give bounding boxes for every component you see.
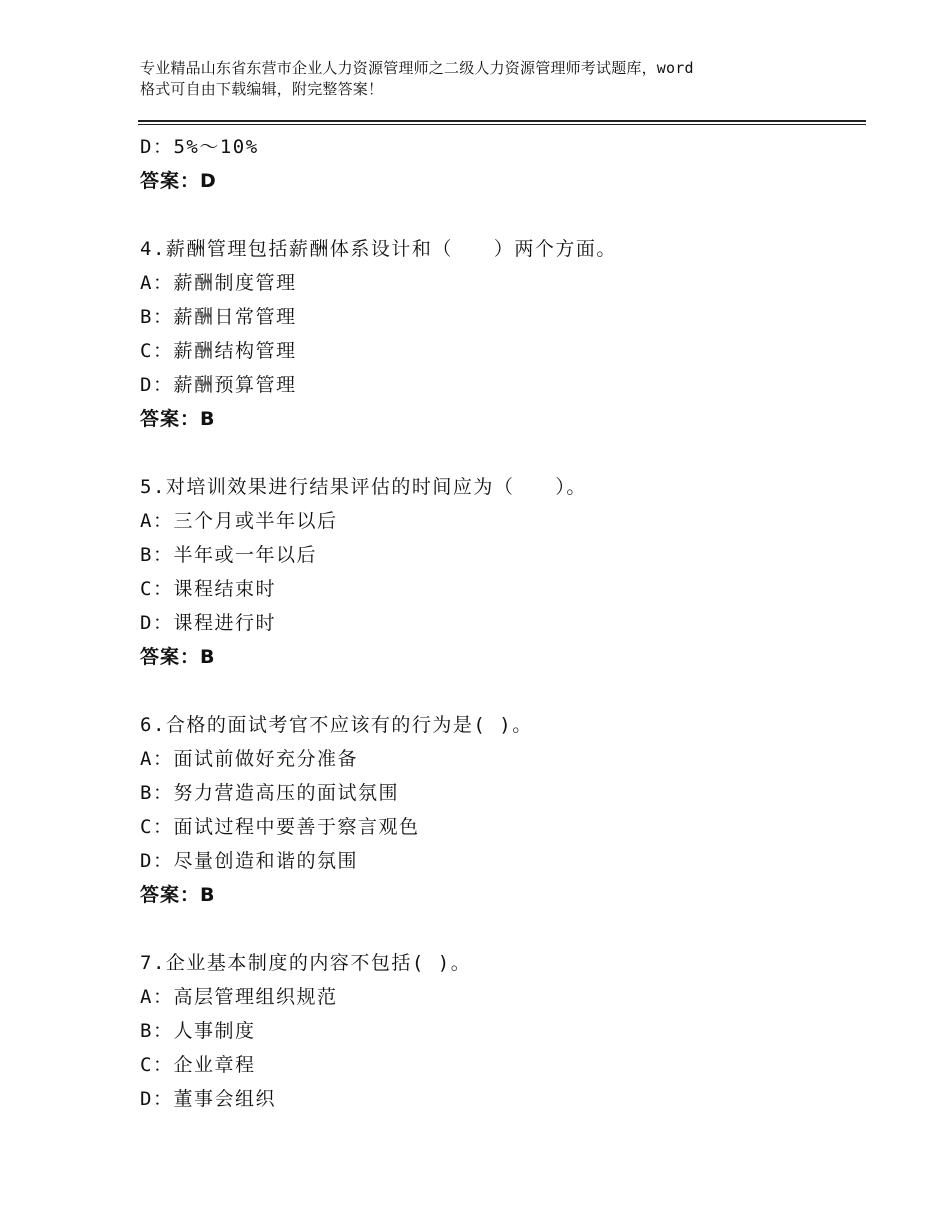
question-5 xyxy=(140,470,860,674)
question-stem: 7.企业基本制度的内容不包括( )。 xyxy=(140,952,472,974)
header-line-2: 格式可自由下载编辑，附完整答案！ xyxy=(140,80,384,98)
header-rule-thick xyxy=(138,120,866,122)
option-b: B：人事制度 xyxy=(140,1020,256,1042)
question-stem: 4.薪酬管理包括薪酬体系设计和（ ）两个方面。 xyxy=(140,238,617,260)
option-c: C：面试过程中要善于察言观色 xyxy=(140,816,420,838)
question-stem: 5.对培训效果进行结果评估的时间应为（ ）。 xyxy=(140,476,587,498)
question-list xyxy=(140,130,860,1116)
question-stem: 6.合格的面试考官不应该有的行为是( )。 xyxy=(140,714,533,736)
spacer xyxy=(140,912,860,946)
option-d: D：薪酬预算管理 xyxy=(140,374,297,396)
q3-answer: 答案：D xyxy=(140,170,217,192)
option-d: D：课程进行时 xyxy=(140,612,276,634)
spacer xyxy=(140,436,860,470)
option-a: A：面试前做好充分准备 xyxy=(140,748,358,770)
question-4 xyxy=(140,232,860,436)
option-b: B：薪酬日常管理 xyxy=(140,306,297,328)
header-rule-thin xyxy=(138,124,866,125)
document-header xyxy=(140,58,830,100)
option-b: B：半年或一年以后 xyxy=(140,544,317,566)
option-a: A：薪酬制度管理 xyxy=(140,272,297,294)
option-b: B：努力营造高压的面试氛围 xyxy=(140,782,399,804)
spacer xyxy=(140,674,860,708)
option-d: D：尽量创造和谐的氛围 xyxy=(140,850,358,872)
header-line-1: 专业精品山东省东营市企业人力资源管理师之二级人力资源管理师考试题库，word xyxy=(140,59,694,77)
option-a: A：高层管理组织规范 xyxy=(140,986,338,1008)
answer: 答案：B xyxy=(140,408,216,430)
option-c: C：课程结束时 xyxy=(140,578,276,600)
question-6 xyxy=(140,708,860,912)
option-c: C：薪酬结构管理 xyxy=(140,340,297,362)
option-c: C：企业章程 xyxy=(140,1054,256,1076)
question-7 xyxy=(140,946,860,1116)
answer: 答案：B xyxy=(140,646,216,668)
spacer xyxy=(140,198,860,232)
option-d: D：董事会组织 xyxy=(140,1088,276,1110)
answer: 答案：B xyxy=(140,884,216,906)
option-a: A：三个月或半年以后 xyxy=(140,510,338,532)
q3-option-d: D：5%～10% xyxy=(140,136,259,158)
